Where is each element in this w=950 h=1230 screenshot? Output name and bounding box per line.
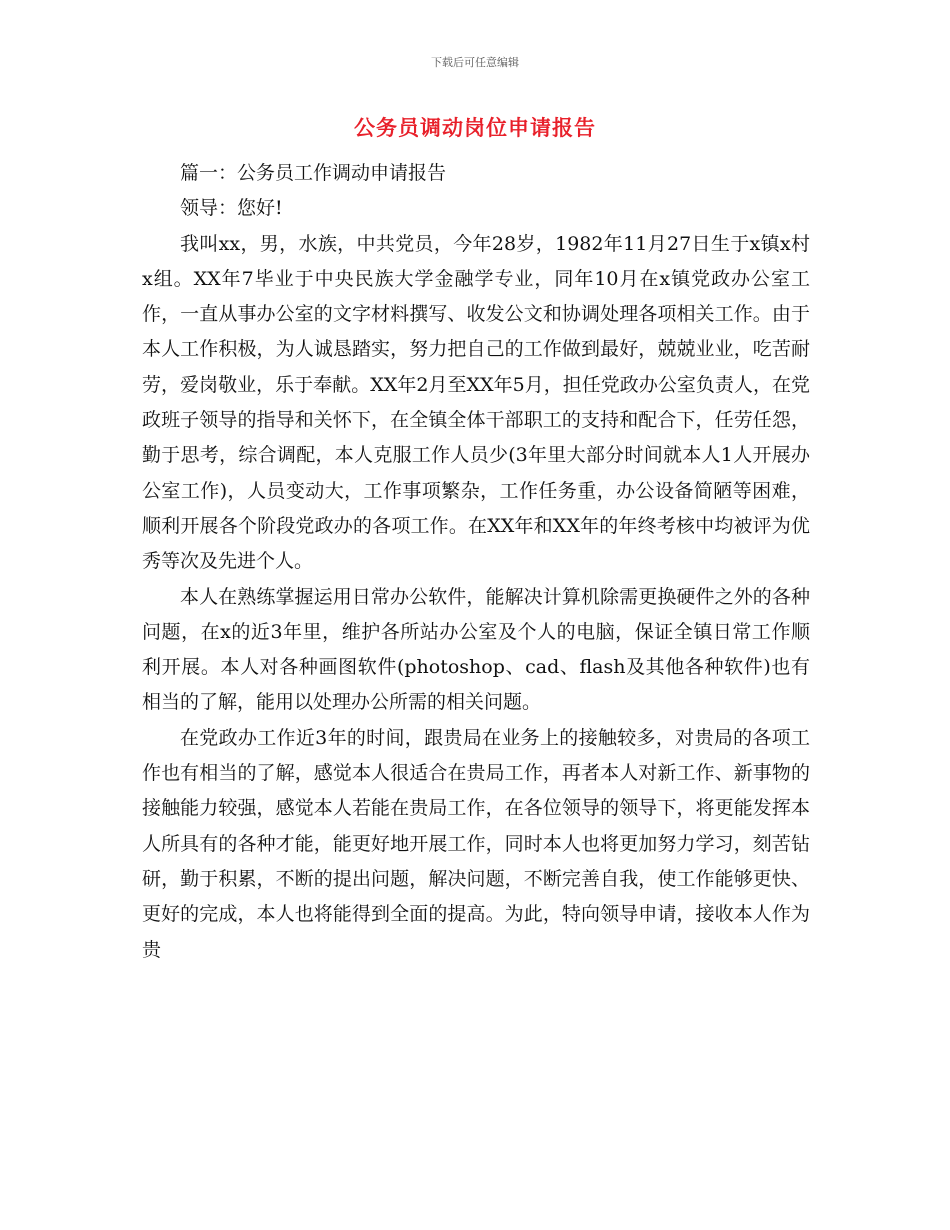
body-paragraph: 我叫xx，男，水族，中共党员，今年28岁，1982年11月27日生于x镇x村x组。XX年7毕业于中央民族大学金融学专业，同年10月在x镇党政办公室工作，一直从事办公室的文字材料撰写、收发公文和协调处理各项相关工作。由于本人工作积极，为人诚恳踏实，努力把自己的工作做到最好，兢兢业业，吃苦耐劳，爱岗敬业，乐于奉献。XX年2月至XX年5月，担任党政办公室负责人，在党政班子领导的指导和关怀下，在全镇全体干部职工的支持和配合下，任劳任怨，勤于思考，综合调配，本人克服工作人员少(3年里大部分时间就本人1人开展办公室工作)，人员变动大，工作事项繁杂，工作任务重，办公设备简陋等困难，顺利开展各个阶段党政办的各项工作。在XX年和XX年的年终考核中均被评为优秀等次及先进个人。 xyxy=(142,232,810,573)
header-note: 下载后可任意编辑 xyxy=(431,56,519,69)
body-paragraph: 本人在熟练掌握运用日常办公软件，能解决计算机除需更换硬件之外的各种问题，在x的近3年里，维护各所站办公室及个人的电脑，保证全镇日常工作顺利开展。本人对各种画图软件(photoshop、cad、flash及其他各种软件)也有相当的了解，能用以处理办公所需的相关问题。 xyxy=(142,585,810,714)
section-heading: 篇一：公务员工作调动申请报告 xyxy=(180,162,447,184)
document-title: 公务员调动岗位申请报告 xyxy=(354,116,596,140)
document-body xyxy=(142,156,810,968)
salutation: 领导：您好! xyxy=(180,197,283,220)
body-paragraph: 在党政办工作近3年的时间，跟贵局在业务上的接触较多，对贵局的各项工作也有相当的了解，感觉本人很适合在贵局工作，再者本人对新工作、新事物的接触能力较强，感觉本人若能在贵局工作，在各位领导的领导下，将更能发挥本人所具有的各种才能，能更好地开展工作，同时本人也将更加努力学习，刻苦钻研，勤于积累，不断的提出问题，解决问题，不断完善自我，使工作能够更快、更好的完成，本人也将能得到全面的提高。为此，特向领导申请，接收本人作为贵 xyxy=(142,726,810,961)
